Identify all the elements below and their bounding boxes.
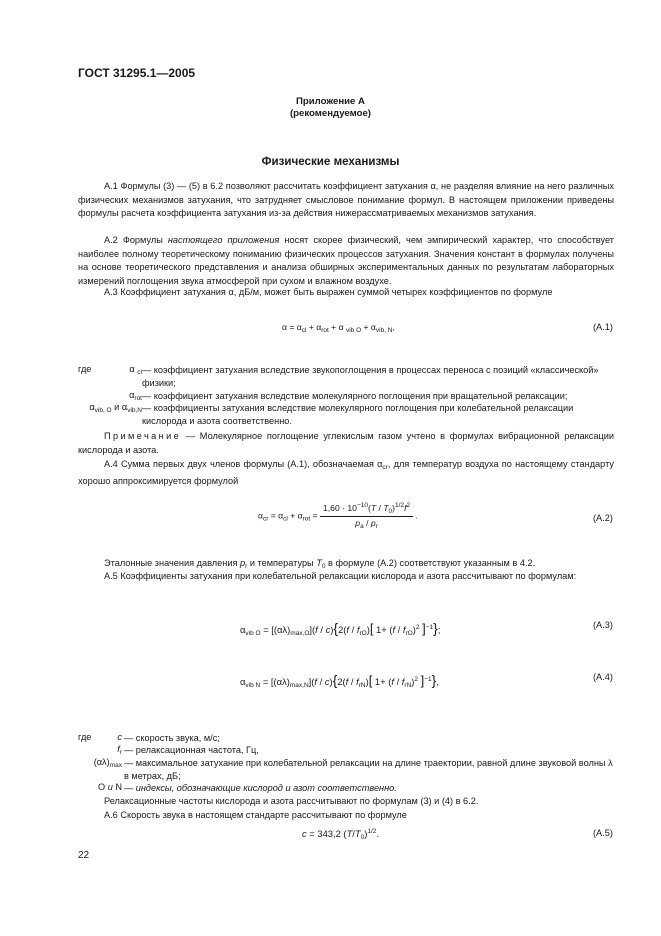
formula-a4-number: (А.4): [593, 672, 613, 682]
def-fr: — релаксационная частота, Гц,: [124, 745, 259, 755]
def-symbol-c: c: [117, 732, 122, 742]
paragraph-relaxation: Релаксационные частоты кислорода и азота рассчитывают по формулам (3) и (4) в 6.2.: [104, 796, 479, 806]
formula-a1: $\alpha = \alpha_{cl} + \alpha_{rot} + \alpha$ $_{vib O} + \alpha_{vib, N}$,: [282, 322, 395, 334]
formula-a1-number: (А.1): [593, 322, 613, 332]
page-number: 22: [78, 850, 90, 861]
def-alphalambda: — максимальное затухание при колебательной релаксации на длине траектории, равной длине звуковой волны λ в метрах, дБ;: [124, 758, 613, 781]
paragraph-a5: А.5 Коэффициенты затухания при колебательной релаксации кислорода и азота рассчитывают по формулам:: [104, 571, 577, 581]
def-symbol-alpha-rot: $\alpha_{rot}$: [129, 390, 142, 402]
def-alpha-vib: — коэффициенты затухания вследствие молекулярного поглощения при колебательной релаксации кислорода и азота соответственно.: [142, 403, 574, 426]
paragraph-a3: А.3 Коэффициент затухания α, дБ/м, может быть выражен суммой четырех коэффициентов по формуле: [104, 287, 553, 297]
where-label-2: где: [78, 732, 92, 742]
formula-a3-number: (А.3): [593, 620, 613, 630]
section-title: Физические механизмы: [261, 155, 400, 168]
formula-a3: $\alpha_{vib O} = [(\alpha\lambda)_{max,O}](f / c)\{2(f / f_{rO})$[ $1+ (f / f_{rO})^2$ ]$^{-1}$};: [240, 620, 441, 637]
paragraph-a2: А.2 Формулы настоящего приложения носят скорее физический, чем эмпирический характер, что способствует наиболее полному теоретическому пониманию физических процессов затухания. Значения констант в формулах получены на основе теоретического представления и анализа обширных экспериментальных данных по результатам лабораторных измерений поглощения звука атмосферой при сухом и влажном воздухе.: [78, 235, 614, 286]
formula-a5: c = 343,2 $(T/T_0)^{1/2}$.: [302, 828, 380, 841]
paragraph-a4: А.4 Сумма первых двух членов формулы (А.1), обозначаемая $\alpha_{cr}$, для температур воздуха по настоящему стандарту хорошо аппроксимируется формулой: [78, 459, 614, 486]
appendix-title: Приложение А: [296, 96, 365, 107]
where-label: где: [78, 364, 92, 374]
formula-a2-number: (А.2): [593, 513, 613, 523]
formula-a2: $\alpha_{cr} = \alpha_{cl} + \alpha_{rot}$ = $\frac{1,60 \cdot 10^{-10}(T / T_0)^{1/2}f^2}{p_a / p_r}$ .: [258, 502, 418, 530]
def-symbol-fr: $f_r$: [117, 744, 122, 756]
formula-a4: $\alpha_{vib N} = [(\alpha\lambda)_{max,N}](f / c)\{2(f / f_{rN})$[ $1+ (f / f_{rN})^2$ ]$^{-1}$},: [240, 672, 439, 689]
def-symbol-alphalambda: $(\alpha\lambda)_{max}$: [93, 757, 122, 769]
def-symbol-o-n: O и N: [97, 782, 122, 792]
def-o-n: — индексы, обозначающие кислород и азот соответственно.: [124, 783, 397, 793]
paragraph-reference-values: Эталонные значения давления $p_r$ и температуры $T_0$ в формуле (А.2) соответствуют указанным в 4.2.: [104, 558, 536, 570]
paragraph-a1: А.1 Формулы (3) — (5) в 6.2 позволяют рассчитать коэффициент затухания α, не разделяя влияние на него различных физических механизмов затухания, что затрудняет смысловое понимание формул. В настоящем приложении приведены формулы расчета коэффициента затухания из-за действия нижерассматриваемых механизмов затухания.: [78, 181, 614, 219]
note: Примечание — Молекулярное поглощение углекислым газом учтено в формулах вибрационной релаксации кислорода и азота.: [78, 431, 614, 455]
appendix-subtitle: (рекомендуемое): [289, 108, 371, 119]
formula-a5-number: (А.5): [593, 828, 613, 838]
def-alpha-rot: — коэффициент затухания вследствие молекулярного поглощения при вращательной релаксации;: [142, 391, 568, 401]
paragraph-a6: А.6 Скорость звука в настоящем стандарте рассчитывают по формуле: [104, 810, 407, 820]
def-symbol-alpha-vib: $\alpha_{vib, O}$ и $\alpha_{vib,N}$: [89, 402, 142, 414]
def-symbol-alpha-cl: α $_{cl}$: [129, 364, 142, 376]
def-alpha-cl: — коэффициент затухания вследствие звукопоглощения в процессах переноса с позиций «классической» физики;: [142, 365, 599, 388]
def-c: — скорость звука, м/с;: [124, 733, 220, 743]
document-id: ГОСТ 31295.1—2005: [78, 66, 196, 80]
